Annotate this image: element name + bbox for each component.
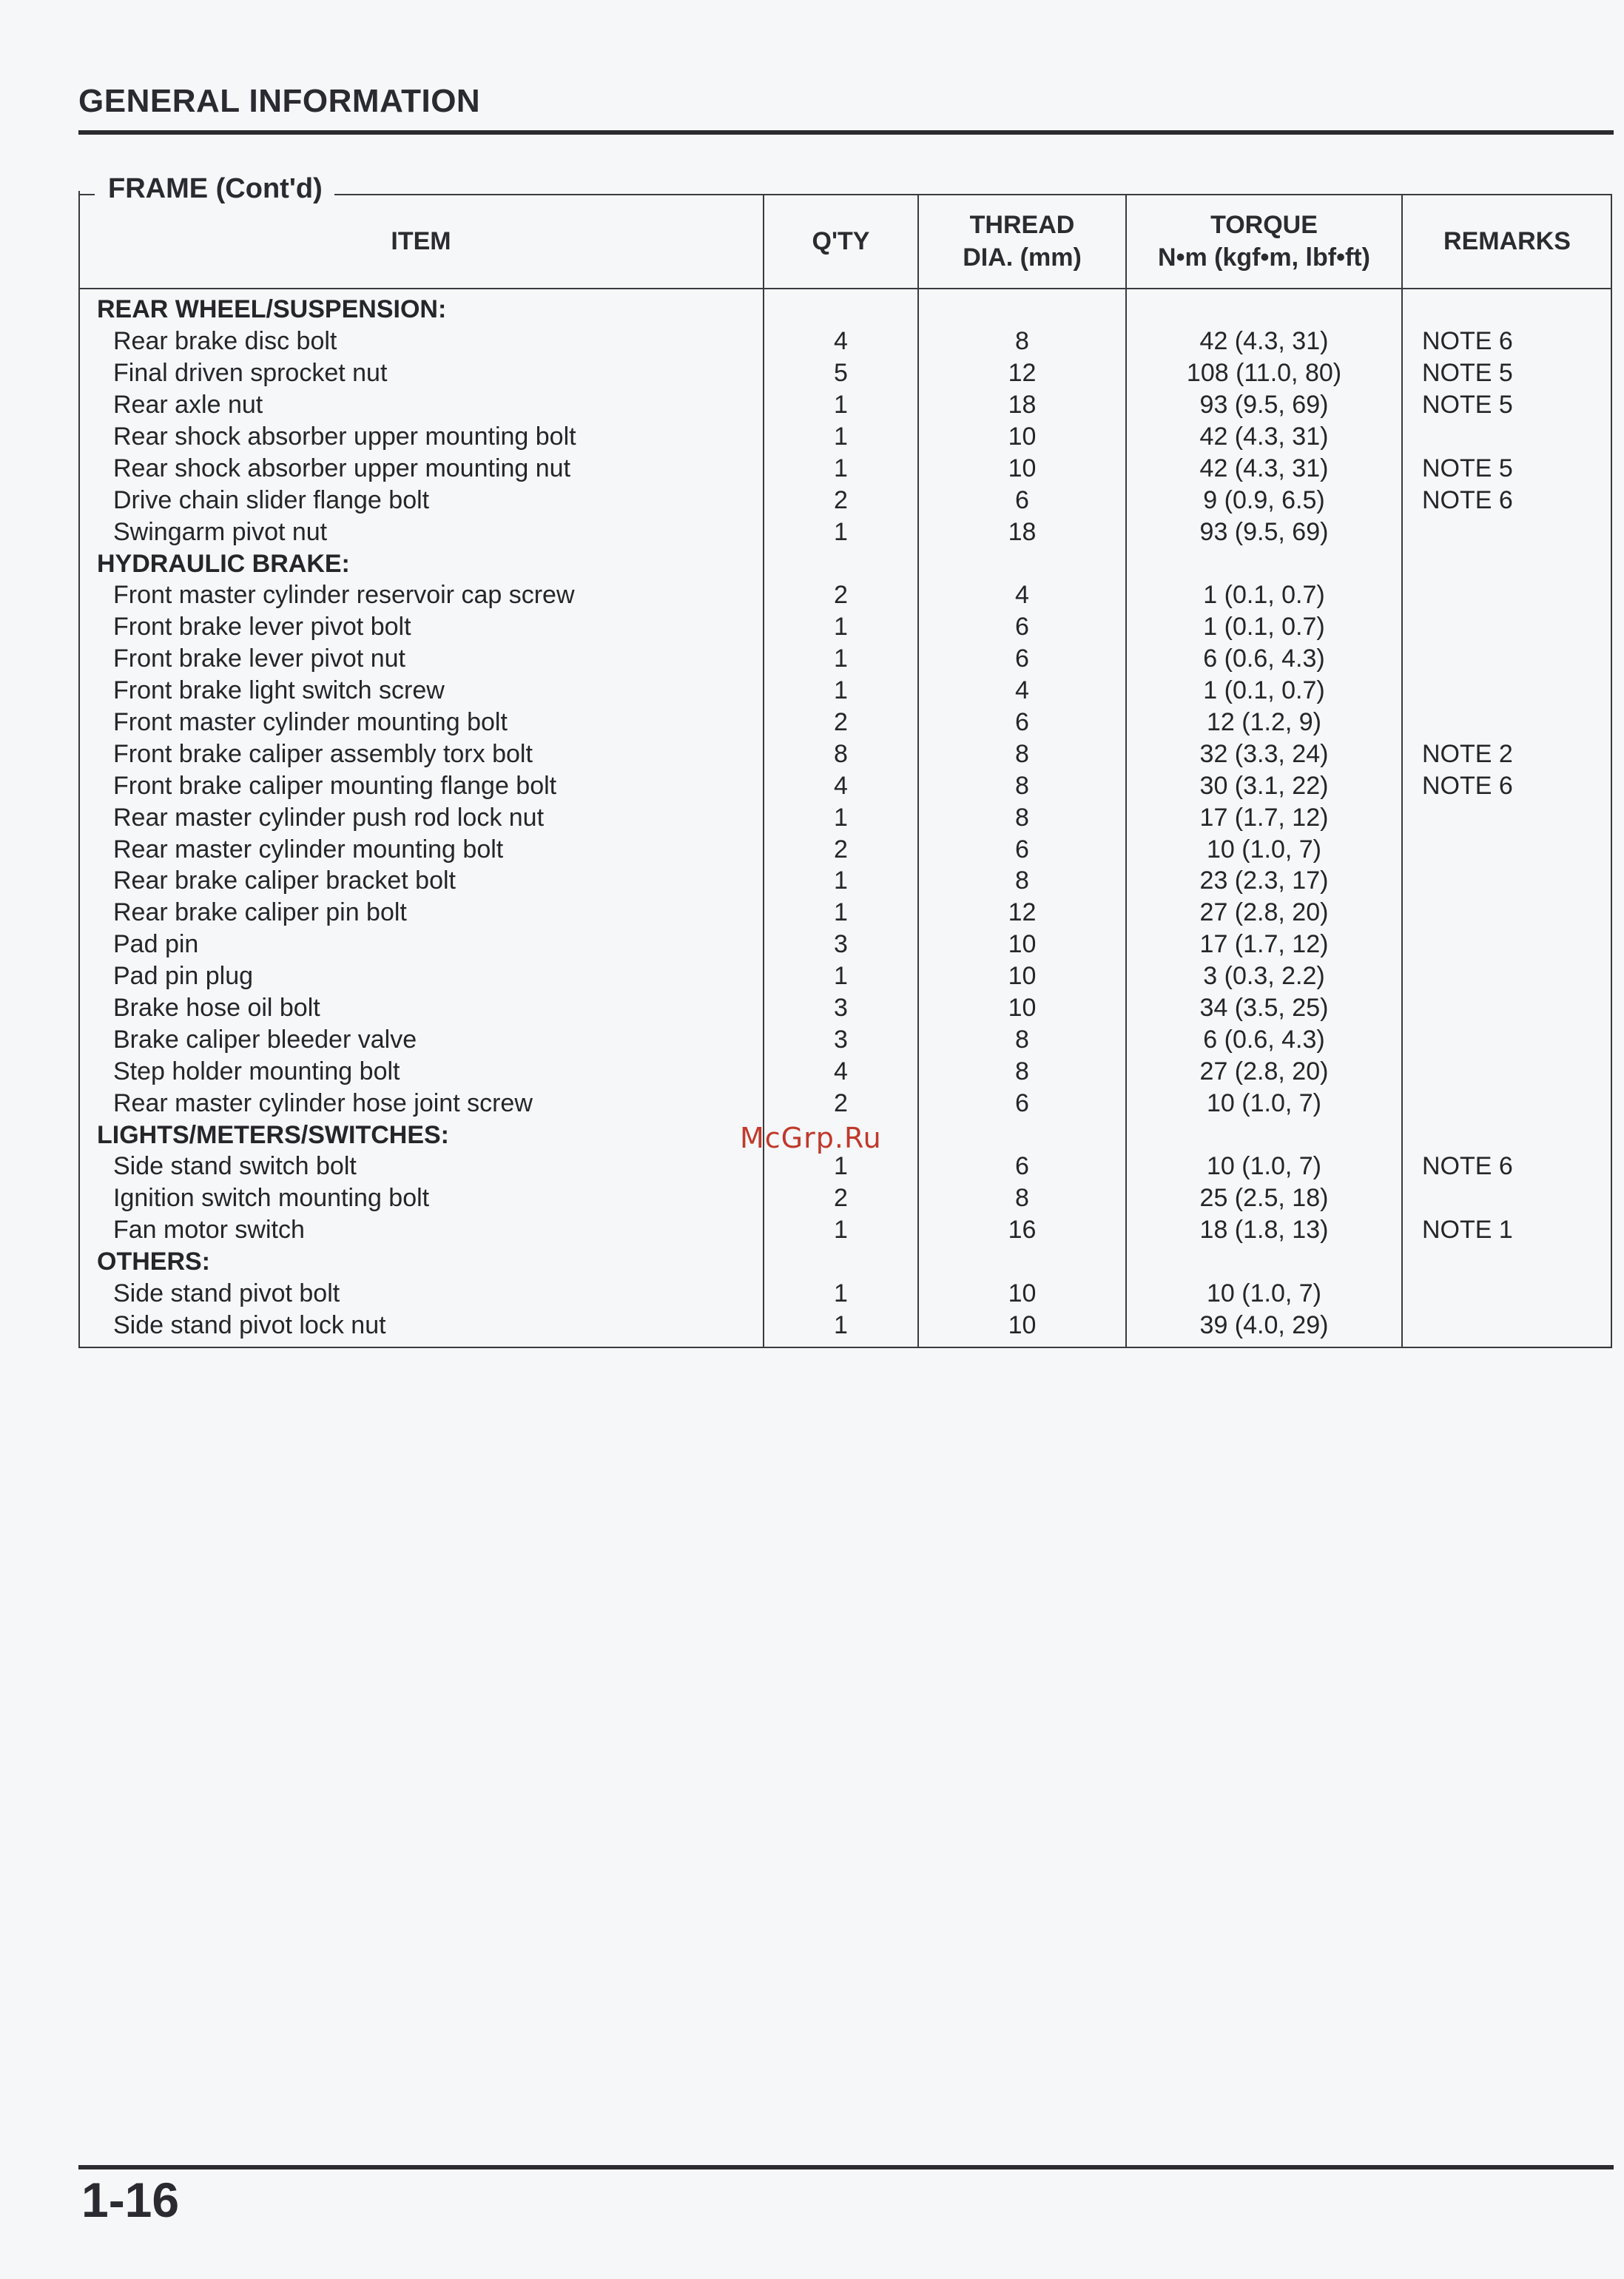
- table-row: [79, 929, 1611, 960]
- thread-cell: 8: [918, 738, 1126, 770]
- remarks-cell: [1402, 579, 1611, 611]
- thread-cell: 10: [918, 1310, 1126, 1349]
- remarks-cell: NOTE 6: [1402, 484, 1611, 516]
- torque-cell: 93 (9.5, 69): [1126, 389, 1402, 421]
- thread-cell: 8: [918, 865, 1126, 897]
- item-cell: Rear brake caliper pin bolt: [113, 898, 407, 927]
- torque-cell: 10 (1.0, 7): [1126, 1151, 1402, 1182]
- empty-cell: [918, 289, 1126, 326]
- torque-cell: 10 (1.0, 7): [1126, 1087, 1402, 1119]
- torque-table: [79, 195, 1611, 1348]
- empty-cell: [918, 1246, 1126, 1278]
- item-cell: Pad pin plug: [113, 962, 254, 991]
- remarks-cell: [1402, 833, 1611, 865]
- torque-cell: 93 (9.5, 69): [1126, 516, 1402, 548]
- thread-cell: 8: [918, 1055, 1126, 1087]
- category-label: REAR WHEEL/SUSPENSION:: [97, 295, 447, 324]
- item-cell: Rear master cylinder push rod lock nut: [113, 803, 545, 832]
- torque-cell: 108 (11.0, 80): [1126, 357, 1402, 389]
- remarks-cell: [1402, 1310, 1611, 1349]
- item-cell: Pad pin: [113, 930, 199, 959]
- thread-cell: 18: [918, 389, 1126, 421]
- table-row: [79, 960, 1611, 992]
- table-row: [79, 452, 1611, 484]
- title-rule: [78, 130, 1614, 135]
- table-row: [79, 1310, 1611, 1349]
- table-row: [79, 643, 1611, 675]
- torque-cell: 9 (0.9, 6.5): [1126, 484, 1402, 516]
- item-cell: Rear shock absorber upper mounting nut: [113, 454, 571, 482]
- remarks-cell: NOTE 6: [1402, 770, 1611, 801]
- torque-cell: 6 (0.6, 4.3): [1126, 1023, 1402, 1055]
- torque-cell: 25 (2.5, 18): [1126, 1182, 1402, 1214]
- category-row: [79, 1246, 1611, 1278]
- torque-cell: 39 (4.0, 29): [1126, 1310, 1402, 1349]
- column-header-remarks: REMARKS: [1402, 195, 1611, 289]
- thread-cell: 6: [918, 833, 1126, 865]
- table-row: [79, 1278, 1611, 1310]
- item-cell: Final driven sprocket nut: [113, 359, 388, 388]
- item-cell: Rear brake disc bolt: [113, 327, 337, 356]
- torque-cell: 42 (4.3, 31): [1126, 326, 1402, 357]
- empty-cell: [1402, 1119, 1611, 1151]
- table-row: [79, 738, 1611, 770]
- table-row: [79, 1182, 1611, 1214]
- table-row: [79, 865, 1611, 897]
- remarks-cell: [1402, 421, 1611, 453]
- table-row: [79, 1087, 1611, 1119]
- remarks-cell: [1402, 960, 1611, 992]
- table-row: [79, 389, 1611, 421]
- remarks-cell: NOTE 2: [1402, 738, 1611, 770]
- table-header-row: [79, 195, 1611, 289]
- column-header-qty: Q'TY: [764, 195, 918, 289]
- remarks-cell: [1402, 516, 1611, 548]
- item-cell: Front brake caliper mounting flange bolt: [113, 771, 557, 800]
- qty-cell: 3: [764, 929, 918, 960]
- torque-cell: 42 (4.3, 31): [1126, 421, 1402, 453]
- qty-cell: 1: [764, 643, 918, 675]
- table-row: [79, 833, 1611, 865]
- remarks-cell: NOTE 5: [1402, 452, 1611, 484]
- item-cell: Step holder mounting bolt: [113, 1057, 400, 1085]
- item-cell: Brake hose oil bolt: [113, 994, 320, 1023]
- torque-cell: 17 (1.7, 12): [1126, 929, 1402, 960]
- item-cell: Rear brake caliper bracket bolt: [113, 866, 456, 895]
- table-row: [79, 357, 1611, 389]
- thread-cell: 4: [918, 579, 1126, 611]
- empty-cell: [1126, 289, 1402, 326]
- remarks-cell: [1402, 611, 1611, 643]
- qty-cell: 1: [764, 897, 918, 929]
- thread-cell: 16: [918, 1214, 1126, 1246]
- qty-cell: 1: [764, 1310, 918, 1349]
- torque-cell: 1 (0.1, 0.7): [1126, 611, 1402, 643]
- empty-cell: [1126, 548, 1402, 579]
- table-row: [79, 675, 1611, 707]
- torque-cell: 27 (2.8, 20): [1126, 897, 1402, 929]
- remarks-cell: NOTE 6: [1402, 326, 1611, 357]
- table-row: [79, 1055, 1611, 1087]
- remarks-cell: [1402, 1023, 1611, 1055]
- page-title: GENERAL INFORMATION: [78, 83, 481, 119]
- qty-cell: 1: [764, 675, 918, 707]
- thread-cell: 8: [918, 1023, 1126, 1055]
- torque-cell: 17 (1.7, 12): [1126, 801, 1402, 833]
- table-row: [79, 897, 1611, 929]
- item-cell: Front brake lever pivot bolt: [113, 613, 411, 642]
- thread-cell: 8: [918, 770, 1126, 801]
- table-row: [79, 770, 1611, 801]
- qty-cell: 1: [764, 452, 918, 484]
- remarks-cell: [1402, 992, 1611, 1024]
- item-cell: Front brake lever pivot nut: [113, 644, 405, 673]
- qty-cell: 4: [764, 326, 918, 357]
- empty-cell: [764, 548, 918, 579]
- qty-cell: 1: [764, 421, 918, 453]
- item-cell: Fan motor switch: [113, 1216, 305, 1245]
- empty-cell: [1126, 1246, 1402, 1278]
- section-label-tick: [78, 191, 80, 206]
- qty-cell: 4: [764, 1055, 918, 1087]
- torque-cell: 10 (1.0, 7): [1126, 833, 1402, 865]
- thread-cell: 6: [918, 707, 1126, 738]
- category-row: [79, 289, 1611, 326]
- qty-cell: 2: [764, 1087, 918, 1119]
- remarks-cell: NOTE 5: [1402, 389, 1611, 421]
- torque-cell: 1 (0.1, 0.7): [1126, 579, 1402, 611]
- empty-cell: [918, 1119, 1126, 1151]
- torque-cell: 12 (1.2, 9): [1126, 707, 1402, 738]
- qty-cell: 2: [764, 707, 918, 738]
- qty-cell: 1: [764, 1214, 918, 1246]
- item-cell: Front master cylinder mounting bolt: [113, 708, 508, 737]
- table-row: [79, 1214, 1611, 1246]
- qty-cell: 1: [764, 1278, 918, 1310]
- remarks-cell: [1402, 801, 1611, 833]
- table-row: [79, 579, 1611, 611]
- category-label: LIGHTS/METERS/SWITCHES:: [97, 1120, 449, 1149]
- remarks-cell: NOTE 5: [1402, 357, 1611, 389]
- torque-cell: 30 (3.1, 22): [1126, 770, 1402, 801]
- empty-cell: [1402, 1246, 1611, 1278]
- thread-cell: 8: [918, 326, 1126, 357]
- remarks-cell: [1402, 707, 1611, 738]
- empty-cell: [764, 289, 918, 326]
- column-header-item: ITEM: [79, 195, 764, 289]
- thread-cell: 6: [918, 643, 1126, 675]
- empty-cell: [918, 548, 1126, 579]
- item-cell: Rear axle nut: [113, 391, 263, 420]
- qty-cell: 2: [764, 579, 918, 611]
- qty-cell: 5: [764, 357, 918, 389]
- torque-cell: 6 (0.6, 4.3): [1126, 643, 1402, 675]
- torque-cell: 32 (3.3, 24): [1126, 738, 1402, 770]
- thread-cell: 12: [918, 897, 1126, 929]
- item-cell: Front brake caliper assembly torx bolt: [113, 739, 533, 768]
- thread-cell: 10: [918, 452, 1126, 484]
- item-cell: Swingarm pivot nut: [113, 517, 328, 546]
- qty-cell: 1: [764, 1151, 918, 1182]
- page-number: 1-16: [81, 2172, 180, 2227]
- qty-cell: 1: [764, 801, 918, 833]
- remarks-cell: NOTE 1: [1402, 1214, 1611, 1246]
- thread-cell: 6: [918, 1087, 1126, 1119]
- thread-cell: 10: [918, 1278, 1126, 1310]
- qty-cell: 1: [764, 611, 918, 643]
- torque-cell: 42 (4.3, 31): [1126, 452, 1402, 484]
- thread-cell: 10: [918, 960, 1126, 992]
- remarks-cell: [1402, 897, 1611, 929]
- remarks-cell: [1402, 675, 1611, 707]
- item-cell: Ignition switch mounting bolt: [113, 1184, 430, 1213]
- remarks-cell: [1402, 865, 1611, 897]
- item-cell: Front brake light switch screw: [113, 676, 445, 705]
- torque-cell: 10 (1.0, 7): [1126, 1278, 1402, 1310]
- remarks-cell: [1402, 643, 1611, 675]
- remarks-cell: [1402, 1087, 1611, 1119]
- column-header-torque: TORQUE N•m (kgf•m, lbf•ft): [1126, 195, 1402, 289]
- remarks-cell: [1402, 1182, 1611, 1214]
- torque-cell: 1 (0.1, 0.7): [1126, 675, 1402, 707]
- category-label: OTHERS:: [97, 1248, 210, 1276]
- item-cell: Rear shock absorber upper mounting bolt: [113, 423, 576, 451]
- item-cell: Drive chain slider flange bolt: [113, 485, 430, 514]
- section-title: FRAME (Cont'd): [95, 173, 334, 205]
- thread-cell: 6: [918, 484, 1126, 516]
- remarks-cell: [1402, 1055, 1611, 1087]
- thread-cell: 8: [918, 801, 1126, 833]
- footer-rule: [78, 2165, 1614, 2169]
- table-row: [79, 611, 1611, 643]
- empty-cell: [1402, 289, 1611, 326]
- qty-cell: 1: [764, 516, 918, 548]
- torque-cell: 34 (3.5, 25): [1126, 992, 1402, 1024]
- table-row: [79, 484, 1611, 516]
- torque-cell: 27 (2.8, 20): [1126, 1055, 1402, 1087]
- thread-cell: 10: [918, 421, 1126, 453]
- remarks-cell: NOTE 6: [1402, 1151, 1611, 1182]
- table-row: [79, 1151, 1611, 1182]
- qty-cell: 3: [764, 1023, 918, 1055]
- table-row: [79, 707, 1611, 738]
- item-cell: Rear master cylinder mounting bolt: [113, 835, 504, 864]
- qty-cell: 1: [764, 960, 918, 992]
- watermark: McGrp.Ru: [740, 1122, 882, 1154]
- thread-cell: 6: [918, 611, 1126, 643]
- torque-cell: 18 (1.8, 13): [1126, 1214, 1402, 1246]
- item-cell: Side stand switch bolt: [113, 1152, 357, 1181]
- table-row: [79, 326, 1611, 357]
- thread-cell: 10: [918, 992, 1126, 1024]
- item-cell: Rear master cylinder hose joint screw: [113, 1088, 533, 1117]
- item-cell: Side stand pivot lock nut: [113, 1310, 386, 1339]
- remarks-cell: [1402, 1278, 1611, 1310]
- qty-cell: 1: [764, 865, 918, 897]
- thread-cell: 12: [918, 357, 1126, 389]
- table-row: [79, 1023, 1611, 1055]
- table-row: [79, 421, 1611, 453]
- empty-cell: [1126, 1119, 1402, 1151]
- item-cell: Front master cylinder reservoir cap screw: [113, 581, 575, 610]
- empty-cell: [764, 1246, 918, 1278]
- table-row: [79, 992, 1611, 1024]
- qty-cell: 3: [764, 992, 918, 1024]
- table-row: [79, 801, 1611, 833]
- thread-cell: 6: [918, 1151, 1126, 1182]
- qty-cell: 2: [764, 484, 918, 516]
- torque-cell: 3 (0.3, 2.2): [1126, 960, 1402, 992]
- category-label: HYDRAULIC BRAKE:: [97, 549, 350, 578]
- thread-cell: 4: [918, 675, 1126, 707]
- thread-cell: 8: [918, 1182, 1126, 1214]
- thread-cell: 18: [918, 516, 1126, 548]
- qty-cell: 4: [764, 770, 918, 801]
- table-row: [79, 516, 1611, 548]
- qty-cell: 8: [764, 738, 918, 770]
- torque-cell: 23 (2.3, 17): [1126, 865, 1402, 897]
- thread-cell: 10: [918, 929, 1126, 960]
- qty-cell: 2: [764, 1182, 918, 1214]
- item-cell: Side stand pivot bolt: [113, 1279, 340, 1308]
- column-header-thread: THREAD DIA. (mm): [918, 195, 1126, 289]
- qty-cell: 1: [764, 389, 918, 421]
- remarks-cell: [1402, 929, 1611, 960]
- qty-cell: 2: [764, 833, 918, 865]
- category-row: [79, 548, 1611, 579]
- empty-cell: [1402, 548, 1611, 579]
- torque-table-body: [79, 289, 1611, 1348]
- item-cell: Brake caliper bleeder valve: [113, 1025, 417, 1054]
